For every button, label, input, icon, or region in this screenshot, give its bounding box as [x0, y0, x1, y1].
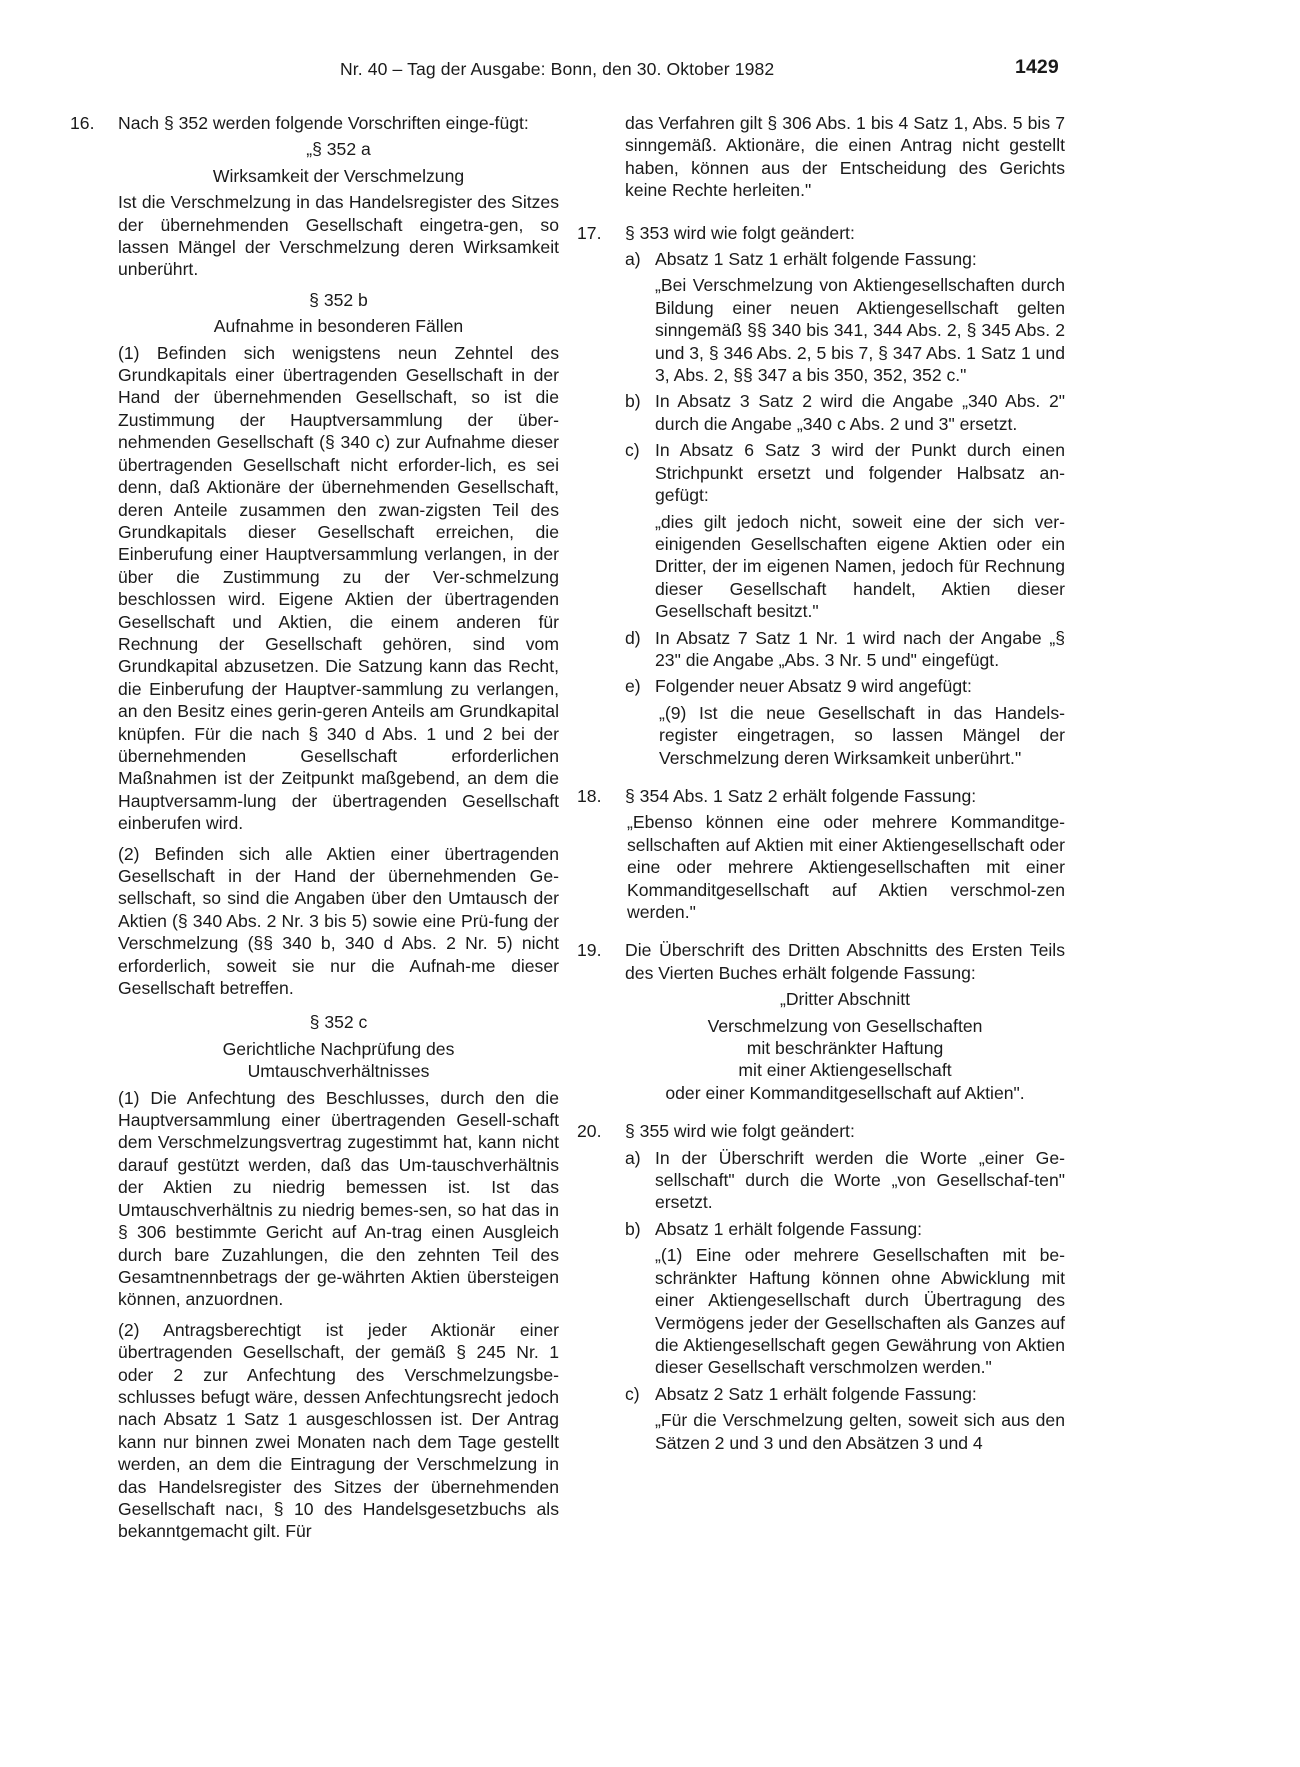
subitem-letter: e): [625, 676, 641, 697]
item-intro: § 354 Abs. 1 Satz 2 erhält folgende Fassung:: [625, 785, 977, 806]
page-header: [340, 58, 1060, 80]
subitem-text: In Absatz 7 Satz 1 Nr. 1 wird nach der Angabe „§ 23" die Angabe „Abs. 3 Nr. 5 und" eingefügt.: [655, 627, 1065, 670]
item-number: 18.: [577, 785, 602, 806]
page-number: 1429: [1015, 56, 1059, 78]
section-heading: Umtauschverhältnisses: [247, 1061, 430, 1082]
item-intro: Nach § 352 werden folgende Vorschriften einge-fügt:: [118, 113, 529, 133]
section-heading: Aufnahme in besonderen Fällen: [213, 316, 464, 337]
subitem-text: In Absatz 3 Satz 2 wird die Angabe „340 Abs. 2" durch die Angabe „340 c Abs. 2 und 3" ersetzt.: [655, 391, 1065, 434]
section-text: Ist die Verschmelzung in das Handelsregister des Sitzes der übernehmenden Gesellschaft eingetra-gen, so lassen Mängel der Verschmelzung deren Wirksamkeit unberührt.: [118, 192, 559, 280]
item-number: 19.: [577, 940, 602, 961]
item-intro: § 355 wird wie folgt geändert:: [625, 1121, 855, 1142]
header-title: Nr. 40 – Tag der Ausgabe: Bonn, den 30. Oktober 1982: [340, 59, 775, 79]
item-intro: Die Überschrift des Dritten Abschnitts des Ersten Teils des Vierten Buches erhält folgende Fassung:: [625, 940, 1065, 983]
subitem-text: In der Überschrift werden die Worte „einer Ge-sellschaft" durch die Worte „von Gesellschaf-ten" ersetzt.: [655, 1147, 1065, 1213]
right-column: [577, 112, 1065, 1454]
subitem-quote: „(9) Ist die neue Gesellschaft in das Handels-register eingetragen, so lassen Mängel der Verschmelzung deren Wirksamkeit unberührt.": [659, 702, 1065, 768]
quoted-heading-line: Verschmelzung von Gesellschaften: [707, 1015, 983, 1036]
quoted-heading-line: „Dritter Abschnitt: [779, 989, 911, 1010]
subitem-letter: a): [625, 1147, 641, 1168]
subitem-letter: c): [625, 440, 640, 461]
subitem-letter: c): [625, 1383, 640, 1404]
item-20: [577, 1120, 1065, 1142]
subitem-e: [625, 675, 1065, 769]
subitem-a: [625, 248, 1065, 386]
section-number: „§ 352 a: [306, 139, 371, 160]
continued-text: das Verfahren gilt § 306 Abs. 1 bis 4 Satz 1, Abs. 5 bis 7 sinngemäß. Aktionäre, die einen Antrag nicht gestellt haben, können aus der Entscheidung des Gerichts keine Rechte herleiten.": [625, 113, 1065, 201]
subitem-quote: „Für die Verschmelzung gelten, soweit sich aus den Sätzen 2 und 3 und den Absätzen 3 und 4: [655, 1410, 1065, 1453]
subitem-b: [625, 1218, 1065, 1379]
subitem-text: Absatz 1 Satz 1 erhält folgende Fassung:: [655, 249, 977, 270]
subitem-d: [625, 627, 1065, 672]
item-17: [577, 222, 1065, 244]
subitem-quote: „(1) Eine oder mehrere Gesellschaften mit be-schränkter Haftung können ohne Abwicklung mit einer Aktiengesellschaft durch Übertragung des Vermögens jeder der Gesellschaften als Ganzes auf die Aktiengesellschaft gegen Gewährung von Aktien dieser Gesellschaft verschmolzen werden.": [655, 1245, 1065, 1378]
left-column: [70, 112, 559, 1543]
item-number: 16.: [70, 113, 95, 133]
section-heading: Gerichtliche Nachprüfung des: [222, 1038, 455, 1059]
item-16: [70, 112, 559, 134]
subitem-text: Folgender neuer Absatz 9 wird angefügt:: [655, 676, 972, 697]
subitem-c: [625, 439, 1065, 622]
quoted-heading-line: mit beschränkter Haftung: [746, 1038, 944, 1059]
section-paragraph: (1) Die Anfechtung des Beschlusses, durch den die Hauptversammlung einer übertragenden Gesell-schaft dem Verschmelzungsvertrag zugestimmt hat, kann nicht darauf gestützt werden, daß das Um-tauschverhältnis der Aktien zu niedrig bemessen ist. Ist das Umtauschverhältnis zu niedrig bemes-sen, so hat das in § 306 bestimmte Gericht auf An-trag einen Ausgleich durch bare Zuzahlungen, die den zehnten Teil des Gesamtnennbetrags der ge-währten Aktien übersteigen können, anzuordnen.: [118, 1087, 559, 1310]
subitem-letter: a): [625, 249, 641, 270]
section-number: § 352 b: [309, 289, 368, 310]
section-heading: Wirksamkeit der Verschmelzung: [212, 165, 465, 186]
section-paragraph: (2) Antragsberechtigt ist jeder Aktionär einer übertragenden Gesellschaft, der gemäß § 245 Nr. 1 oder 2 zur Anfechtung des Verschmelzungsbe-schlusses befugt wäre, dessen Anfechtungsrecht jedoch nach Absatz 1 Satz 1 ausgeschlossen ist. Der Antrag kann nur binnen zwei Monaten nach dem Tage gestellt werden, an dem die Eintragung der Verschmelzung in das Handelsregister des Sitzes der übernehmenden Gesellschaft nacı, § 10 des Handelsgesetzbuchs als bekanntgemacht gilt. Für: [118, 1319, 559, 1542]
subitem-c: [625, 1383, 1065, 1454]
subitem-quote: „dies gilt jedoch nicht, soweit eine der sich ver-einigenden Gesellschaften eigene Aktien oder ein Dritter, der im eigenen Namen, jedoch für Rechnung dieser Gesellschaft handelt, Aktien dieser Gesellschaft besitzt.": [655, 511, 1065, 622]
subitem-text: In Absatz 6 Satz 3 wird der Punkt durch einen Strichpunkt ersetzt und folgender Halbsatz an-gefügt:: [655, 440, 1065, 506]
subitem-letter: b): [625, 1218, 641, 1239]
item-19: [577, 939, 1065, 1104]
quoted-heading-line: oder einer Kommanditgesellschaft auf Aktien".: [665, 1082, 1025, 1103]
item-number: 20.: [577, 1121, 602, 1142]
item-quote: „Ebenso können eine oder mehrere Kommanditge-sellschaften auf Aktien mit einer Aktiengesellschaft oder eine oder mehrere Aktiengesellschaften mit einer Kommanditgesellschaft auf Aktien verschmol-zen werden.": [627, 812, 1065, 922]
item-intro: § 353 wird wie folgt geändert:: [625, 222, 855, 243]
section-paragraph: (1) Befinden sich wenigstens neun Zehntel des Grundkapitals einer übertragenden Gesellschaft in der Hand der übernehmenden Gesellschaft, so ist die Zustimmung der Hauptversammlung der über-nehmenden Gesellschaft (§ 340 c) zur Aufnahme dieser übertragenden Gesellschaft nicht erforder-lich, es sei denn, daß Aktionäre der übernehmenden Gesellschaft, deren Anteile zusammen den zwan-zigsten Teil des Grundkapitals dieser Gesellschaft erreichen, die Einberufung einer Hauptversammlung verlangen, in der über die Zustimmung zu der Ver-schmelzung beschlossen wird. Eigene Aktien der übertragenden Gesellschaft und Aktien, die einem anderen für Rechnung der Gesellschaft gehören, sind vom Grundkapital abzusetzen. Die Satzung kann das Recht, die Einberufung der Hauptver-sammlung zu verlangen, an den Besitz eines gerin-geren Anteils am Grundkapital knüpfen. Für die nach § 340 d Abs. 1 und 2 bei der übernehmenden Gesellschaft erforderlichen Maßnahmen ist der Zeitpunkt maßgebend, an dem die Hauptversamm-lung der übertragenden Gesellschaft einberufen wird.: [118, 342, 559, 834]
section-paragraph: (2) Befinden sich alle Aktien einer übertragenden Gesellschaft in der Hand der übernehmenden Ge-sellschaft, so sind die Angaben über den Umtausch der Aktien (§ 340 Abs. 2 Nr. 3 bis 5) sowie eine Prü-fung der Verschmelzung (§§ 340 b, 340 d Abs. 2 Nr. 5) nicht erforderlich, soweit sie nur die Aufnah-me dieser Gesellschaft betreffen.: [118, 843, 559, 999]
subitem-b: [625, 390, 1065, 435]
quoted-heading-line: mit einer Aktiengesellschaft: [738, 1060, 952, 1081]
subitem-letter: d): [625, 627, 641, 648]
subitem-a: [625, 1147, 1065, 1214]
item-18: [577, 785, 1065, 923]
section-number: § 352 c: [309, 1012, 368, 1033]
subitem-text: Absatz 2 Satz 1 erhält folgende Fassung:: [655, 1383, 977, 1404]
subitem-letter: b): [625, 391, 641, 412]
item-number: 17.: [577, 222, 602, 243]
subitem-text: Absatz 1 erhält folgende Fassung:: [655, 1218, 923, 1239]
subitem-quote: „Bei Verschmelzung von Aktiengesellschaften durch Bildung einer neuen Aktiengesellschaft gelten sinngemäß §§ 340 bis 341, 344 Abs. 2, § 345 Abs. 2 und 3, § 346 Abs. 2, 5 bis 7, § 347 Abs. 1 Satz 1 und 3, Abs. 2, §§ 347 a bis 350, 352, 352 c.": [655, 275, 1065, 386]
